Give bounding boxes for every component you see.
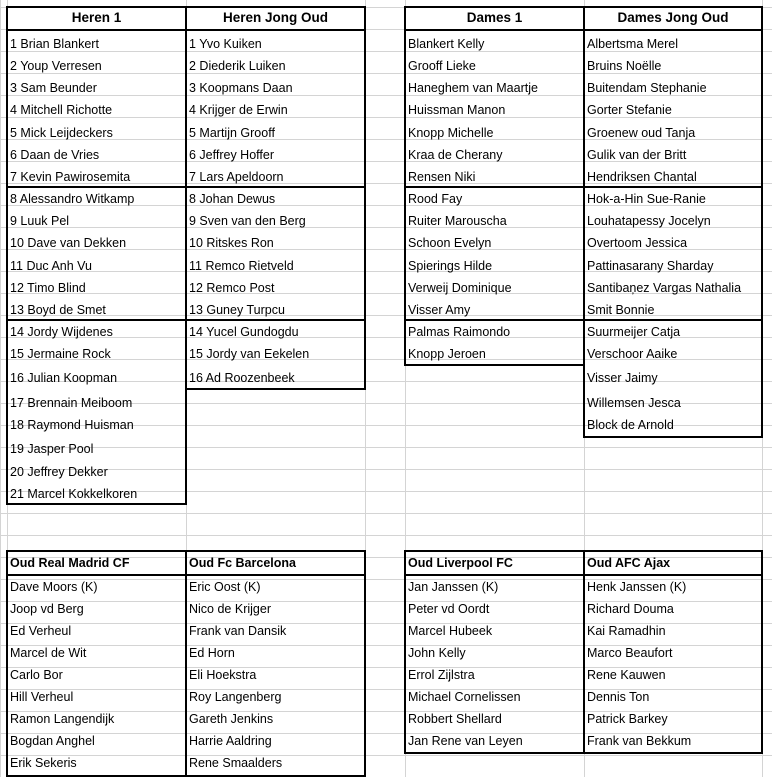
table-row[interactable]: 2 Youp Verresen [10, 59, 102, 73]
table-row[interactable]: Eli Hoekstra [189, 668, 257, 682]
table-row[interactable]: John Kelly [408, 646, 466, 660]
border-line [404, 752, 763, 754]
border-line [185, 388, 366, 390]
table-row[interactable]: 18 Raymond Huisman [10, 418, 134, 432]
table-row[interactable]: Kai Ramadhin [587, 624, 666, 638]
table-row[interactable]: Suurmeijer Catja [587, 325, 681, 339]
header-oud-barcelona[interactable]: Oud Fc Barcelona [189, 556, 296, 570]
border-line [583, 29, 585, 438]
table-row[interactable]: 4 Krijger de Erwin [189, 103, 288, 117]
table-row[interactable]: Pattinasarany Sharday [587, 259, 714, 273]
table-row[interactable]: Henk Janssen (K) [587, 580, 687, 594]
table-row[interactable]: 14 Yucel Gundogdu [189, 325, 299, 339]
border-line [583, 550, 585, 754]
table-row[interactable]: Nico de Krijger [189, 602, 271, 616]
table-row[interactable]: Blankert Kelly [408, 37, 485, 51]
table-row[interactable]: Buitendam Stephanie [587, 81, 707, 95]
border-line [761, 29, 763, 438]
table-row[interactable]: Marco Beaufort [587, 646, 673, 660]
table-row[interactable]: Spierings Hilde [408, 259, 493, 273]
border-line [364, 550, 366, 777]
header-dames-1[interactable]: Dames 1 [466, 10, 523, 25]
table-row[interactable]: Kraa de Cherany [408, 148, 503, 162]
table-row[interactable]: Block de Arnold [587, 418, 674, 432]
table-row[interactable]: Gareth Jenkins [189, 712, 274, 726]
border-line [404, 186, 763, 188]
header-oud-real-madrid[interactable]: Oud Real Madrid CF [10, 556, 130, 570]
table-row[interactable]: Ed Verheul [10, 624, 72, 638]
table-row[interactable]: Gulik van der Britt [587, 148, 687, 162]
table-row[interactable]: 1 Brian Blankert [10, 37, 99, 51]
table-row[interactable]: Errol Zijlstra [408, 668, 475, 682]
table-row[interactable]: Grooff Lieke [408, 59, 476, 73]
table-row[interactable]: 11 Remco Rietveld [189, 259, 294, 273]
table-row[interactable]: 3 Koopmans Daan [189, 81, 293, 95]
table-row[interactable]: Haneghem van Maartje [408, 81, 538, 95]
table-row[interactable]: Huissman Manon [408, 103, 506, 117]
border-line [6, 550, 8, 777]
table-row[interactable]: Hendriksen Chantal [587, 170, 697, 184]
table-row[interactable]: Dave Moors (K) [10, 580, 98, 594]
table-row[interactable]: 6 Daan de Vries [10, 148, 100, 162]
table-row[interactable]: Gorter Stefanie [587, 103, 672, 117]
table-row[interactable]: Louhatapessy Jocelyn [587, 214, 711, 228]
border-line [404, 550, 406, 754]
table-row[interactable]: Verschoor Aaike [587, 347, 678, 361]
table-row[interactable]: Groenew oud Tanja [587, 126, 696, 140]
table-row[interactable]: Ruiter Marouscha [408, 214, 507, 228]
table-row[interactable]: 8 Johan Dewus [189, 192, 276, 206]
table-row[interactable]: Rene Smaalders [189, 756, 283, 770]
table-row[interactable]: 3 Sam Beunder [10, 81, 97, 95]
table-row[interactable]: Knopp Jeroen [408, 347, 486, 361]
table-row[interactable]: 17 Brennain Meiboom [10, 396, 133, 410]
header-heren-1[interactable]: Heren 1 [71, 10, 122, 25]
table-row[interactable]: Schoon Evelyn [408, 236, 492, 250]
table-row[interactable]: Ed Horn [189, 646, 235, 660]
border-line [364, 6, 366, 390]
table-row[interactable]: Richard Douma [587, 602, 674, 616]
table-row[interactable]: 5 Martijn Grooff [189, 126, 275, 140]
table-row[interactable]: Visser Amy [408, 303, 471, 317]
table-row[interactable]: Rensen Niki [408, 170, 476, 184]
table-row[interactable]: Jan Rene van Leyen [408, 734, 523, 748]
table-row[interactable]: 5 Mick Leijdeckers [10, 126, 113, 140]
table-row[interactable]: Ramon Langendijk [10, 712, 115, 726]
table-row[interactable]: 11 Duc Anh Vu [10, 259, 93, 273]
table-row[interactable]: Patrick Barkey [587, 712, 668, 726]
border-line [404, 29, 406, 366]
header-oud-liverpool[interactable]: Oud Liverpool FC [408, 556, 513, 570]
table-row[interactable]: Roy Langenberg [189, 690, 282, 704]
table-row[interactable]: Robbert Shellard [408, 712, 502, 726]
table-row[interactable]: Hok-a-Hin Sue-Ranie [587, 192, 706, 206]
table-row[interactable]: Frank van Dansik [189, 624, 287, 638]
table-row[interactable]: Rene Kauwen [587, 668, 666, 682]
table-row[interactable]: Overtoom Jessica [587, 236, 688, 250]
border-line [6, 186, 366, 188]
table-row[interactable]: 15 Jordy van Eekelen [189, 347, 310, 361]
table-row[interactable]: Marcel de Wit [10, 646, 87, 660]
table-row[interactable]: 20 Jeffrey Dekker [10, 465, 108, 479]
table-row[interactable]: 13 Boyd de Smet [10, 303, 106, 317]
table-row[interactable]: Visser Jaimy [587, 371, 658, 385]
table-row[interactable]: Erik Sekeris [10, 756, 77, 770]
border-line [6, 503, 187, 505]
table-row[interactable]: Hill Verheul [10, 690, 74, 704]
table-row[interactable]: 1 Yvo Kuiken [189, 37, 262, 51]
border-line [185, 29, 187, 505]
header-dames-jong-oud[interactable]: Dames Jong Oud [617, 10, 729, 25]
table-row[interactable]: 9 Sven van den Berg [189, 214, 306, 228]
table-row[interactable]: 7 Lars Apeldoorn [189, 170, 284, 184]
table-row[interactable]: Albertsma Merel [587, 37, 678, 51]
table-row[interactable]: Bruins Noëlle [587, 59, 662, 73]
table-row[interactable]: 14 Jordy Wijdenes [10, 325, 113, 339]
table-row[interactable]: Bogdan Anghel [10, 734, 95, 748]
table-row[interactable]: 6 Jeffrey Hoffer [189, 148, 274, 162]
table-row[interactable]: 19 Jasper Pool [10, 442, 94, 456]
table-row[interactable]: Michael Cornelissen [408, 690, 521, 704]
table-row[interactable]: 2 Diederik Luiken [189, 59, 286, 73]
table-row[interactable]: 12 Timo Blind [10, 281, 86, 295]
table-row[interactable]: Marcel Hubeek [408, 624, 493, 638]
table-row[interactable]: Jan Janssen (K) [408, 580, 499, 594]
table-row[interactable]: Verweij Dominique [408, 281, 512, 295]
border-line [404, 364, 585, 366]
table-row[interactable]: Harrie Aaldring [189, 734, 272, 748]
table-row[interactable]: Dennis Ton [587, 690, 650, 704]
table-row[interactable]: 10 Dave van Dekken [10, 236, 127, 250]
table-row[interactable]: Palmas Raimondo [408, 325, 511, 339]
table-row[interactable]: Peter vd Oordt [408, 602, 490, 616]
table-row[interactable]: Smit Bonnie [587, 303, 655, 317]
border-line [6, 29, 8, 505]
table-row[interactable]: 9 Luuk Pel [10, 214, 70, 228]
border-line [404, 319, 763, 321]
table-row[interactable]: Knopp Michelle [408, 126, 494, 140]
header-oud-ajax[interactable]: Oud AFC Ajax [587, 556, 671, 570]
table-row[interactable]: Rood Fay [408, 192, 463, 206]
table-row[interactable]: Eric Oost (K) [189, 580, 261, 594]
table-row[interactable]: 16 Ad Roozenbeek [189, 371, 295, 385]
table-row[interactable]: 4 Mitchell Richotte [10, 103, 113, 117]
border-line [6, 319, 366, 321]
table-row[interactable]: Santibaņez Vargas Nathalia [587, 281, 742, 295]
table-row[interactable]: Frank van Bekkum [587, 734, 692, 748]
table-row[interactable]: 15 Jermaine Rock [10, 347, 111, 361]
table-row[interactable]: Carlo Bor [10, 668, 63, 682]
border-line [185, 550, 187, 777]
table-row[interactable]: 7 Kevin Pawirosemita [10, 170, 131, 184]
table-row[interactable]: 8 Alessandro Witkamp [10, 192, 135, 206]
table-row[interactable]: Joop vd Berg [10, 602, 84, 616]
border-line [583, 436, 763, 438]
header-heren-jong-oud[interactable]: Heren Jong Oud [222, 10, 328, 25]
border-line [761, 550, 763, 754]
table-row[interactable]: 12 Remco Post [189, 281, 275, 295]
table-row[interactable]: 21 Marcel Kokkelkoren [10, 487, 138, 501]
table-row[interactable]: 10 Ritskes Ron [189, 236, 274, 250]
table-row[interactable]: 16 Julian Koopman [10, 371, 118, 385]
table-row[interactable]: 13 Guney Turpcu [189, 303, 285, 317]
table-row[interactable]: Willemsen Jesca [587, 396, 681, 410]
